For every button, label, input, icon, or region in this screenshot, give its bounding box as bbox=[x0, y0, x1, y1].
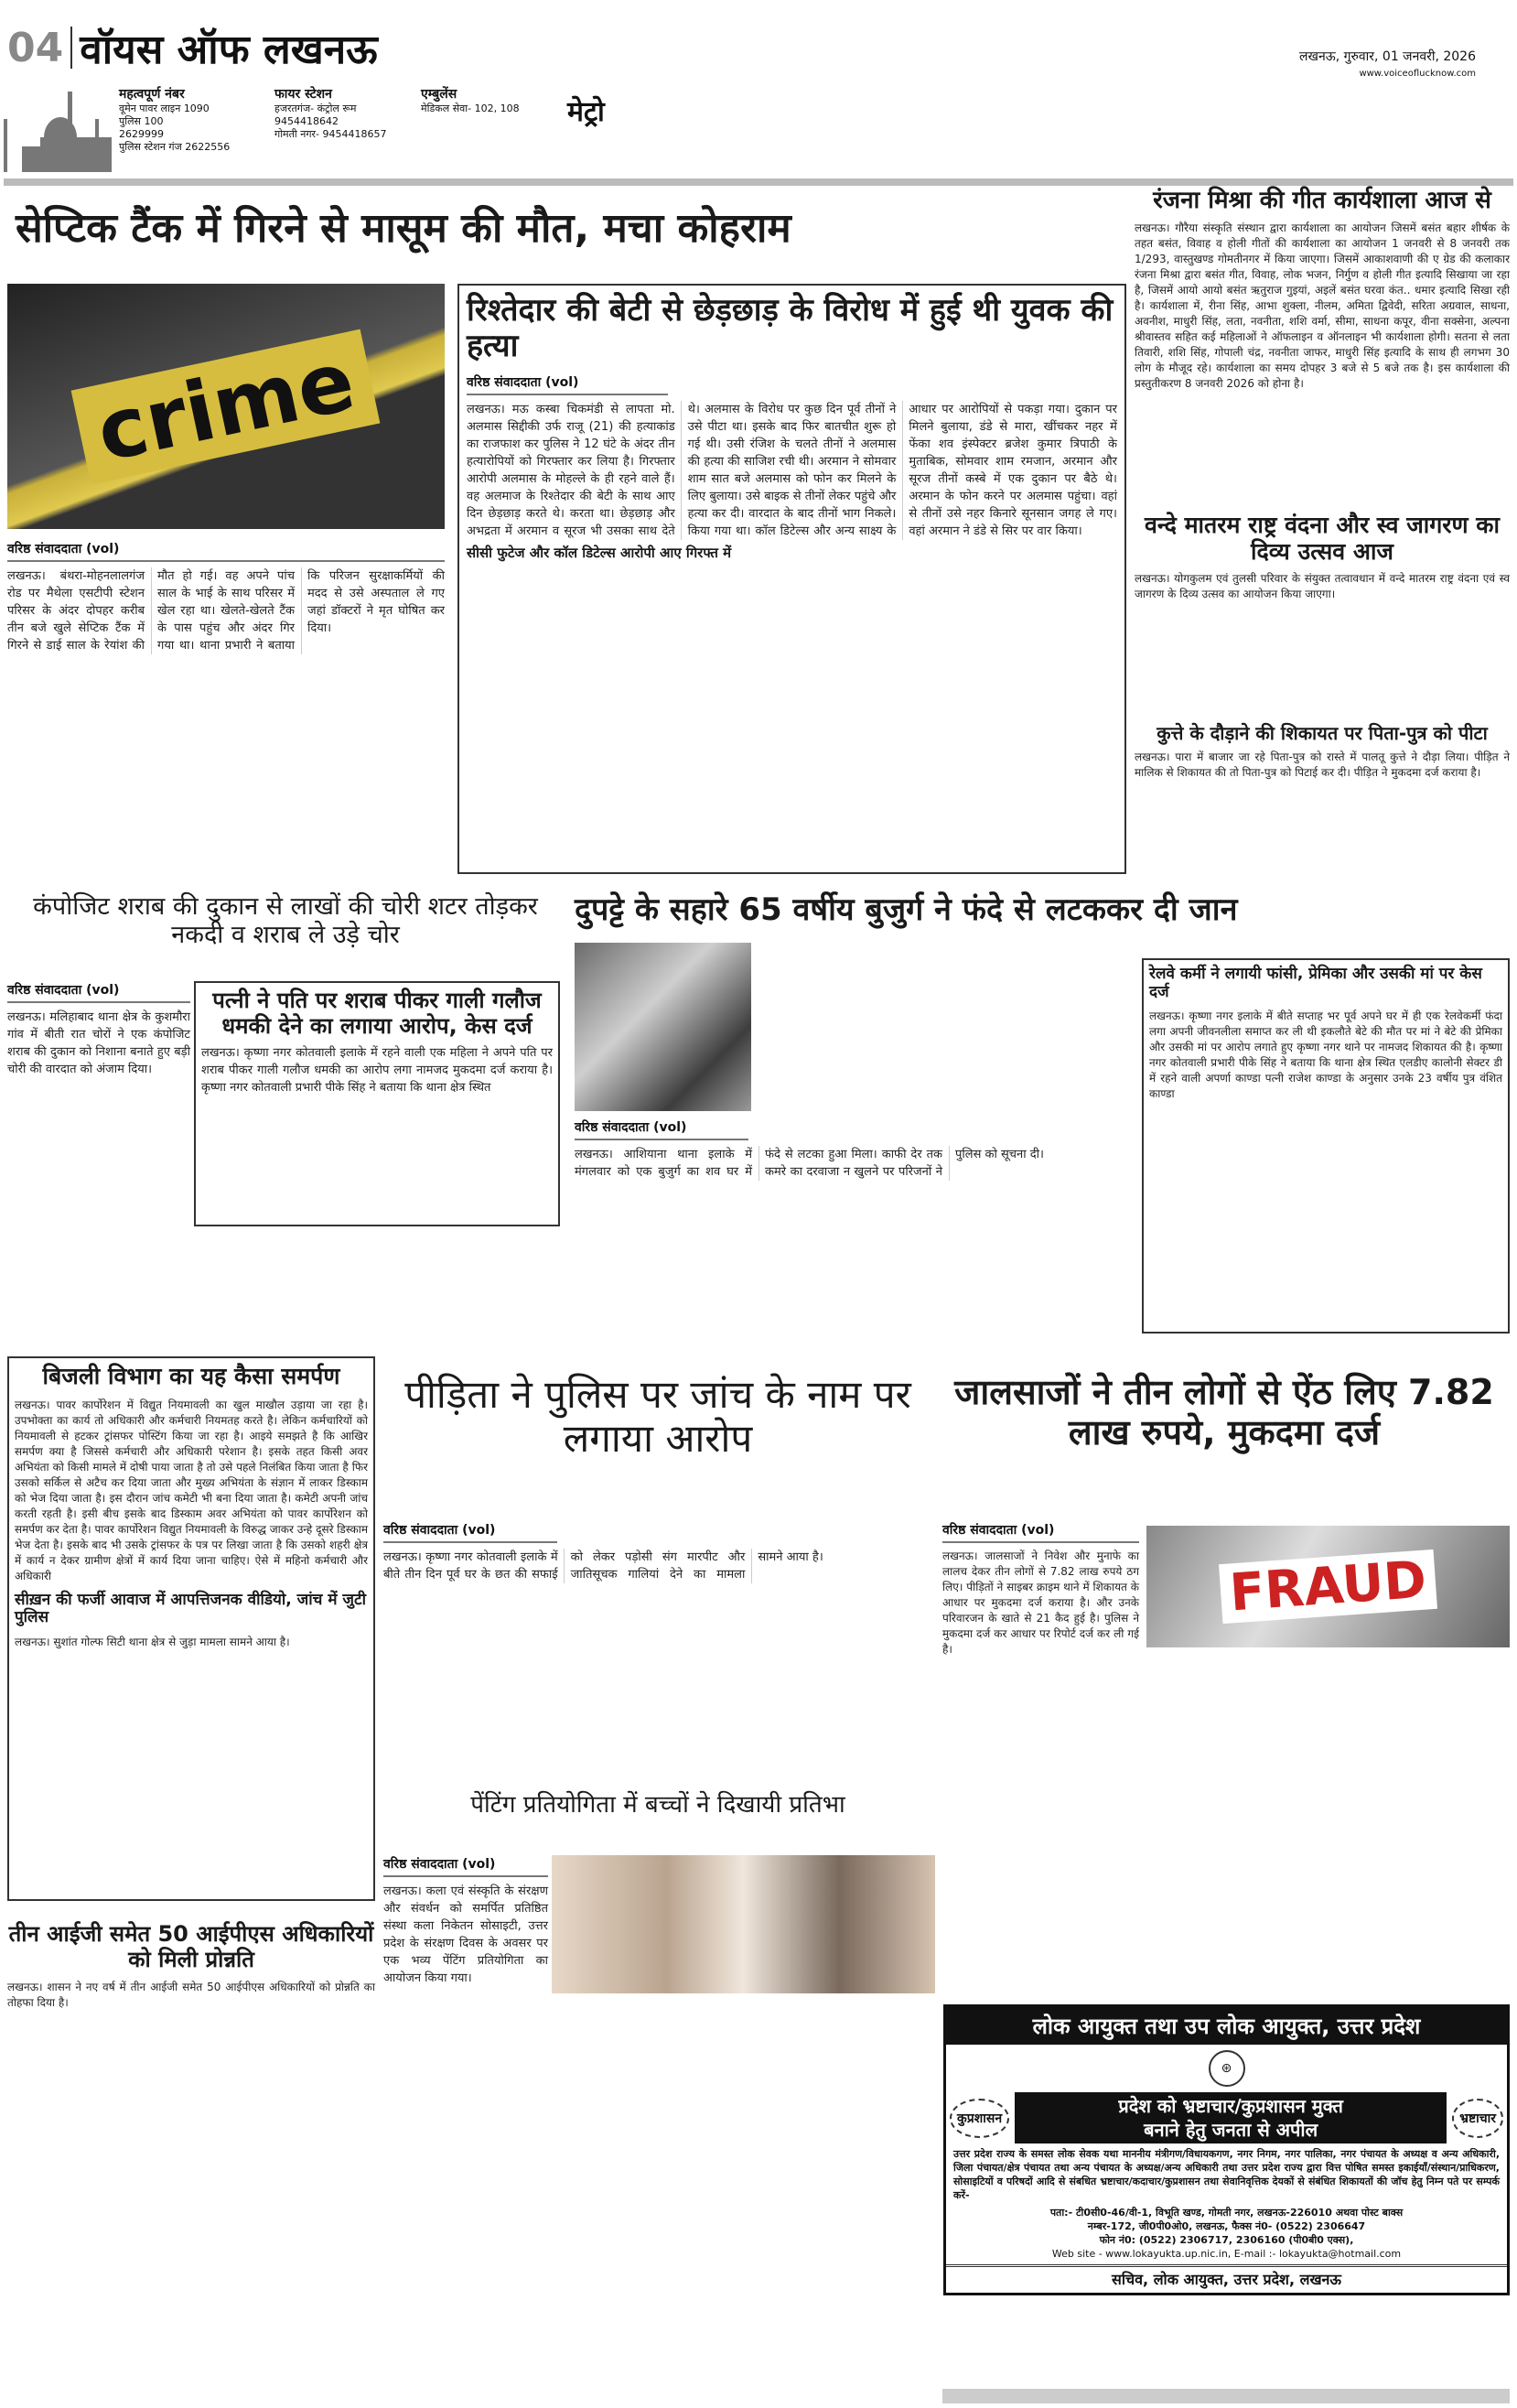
dupatta-headline: दुपट्टे के सहारे 65 वर्षीय बुजुर्ग ने फंदे से लटककर दी जान bbox=[575, 891, 1238, 928]
ad-signature: सचिव, लोक आयुक्त, उत्तर प्रदेश, लखनऊ bbox=[946, 2264, 1507, 2289]
header-divider bbox=[4, 178, 1513, 186]
bijli-article: बिजली विभाग का यह कैसा समर्पण लखनऊ। पावर कार्पोरेशन में विद्युत नियमावली का खुल माखौल उड़ाया जा रहा है। उपभोक्ता का कार्य तो अधिकारी और कर्मचारी नियमतह करते है। लेकिन कर्मचारियों को नियमावली से हटकर ट्रांसफर पोस्टिंग किया जा रहा है। आइये समझते है कि आखिर समर्पण क्या है जिससे कर्मचारी और अधिकारी परेशान है। इसके तहत किसी अवर अभियंता को किसी मामले में दोषी पाया जाता है तो उसे पहले निलंबित किया जाता है फिर उसको सर्किल से अटैच कर दिया जाता और मुख्य अभियंता के संज्ञान में लाकर डिस्काम को भेज दिया जाता है। इस दौरान जांच कमेटी भी बना दिया जाता है। कमेटी अपनी जांच करती रहती है। इसी बीच इसके बाद डिस्काम अवर अभियंता को पावर कार्पोरेशन को समर्पण कर देता है। पावर कार्पोरेशन विद्युत नियमावली के विरुद्ध जाकर उन्हे दूसरे डिस्काम भेज देता है। इसके बाद भी उसके ट्रांसफर के पत्र पर लिखा जाता है कि उसको शहरी क्षेत्र में कार्य न देकर ग्रामीण क्षेत्रों में कार्य दिया जाना चाहिए। ऐसे में महिनो कर्मचारी और अधिकारी सीख़न की फर्जी आवाज में आपत्तिजनक वीडियो, जांच में जुटी पुलिस लखनऊ। सुशांत गोल्फ सिटी थाना क्षेत्र से जुड़ा मामला सामने आया है। bbox=[7, 1356, 375, 1901]
ad-contact: Web site - www.lokayukta.up.nic.in, E-mail :- lokayukta@hotmail.com bbox=[1051, 2248, 1402, 2260]
seal-icon: ⊛ bbox=[1209, 2050, 1245, 2087]
dog-article: कुत्ते के दौड़ाने की शिकायत पर पिता-पुत्र को पीटा लखनऊ। पारा में बाजार जा रहे पिता-पुत्र को रास्ते में पालतू कुत्ते ने दौड़ा लिया। पीड़ित ने मालिक से शिकायत की तो पिता-पुत्र को पिटाई कर दी। पीड़ित ने मुकदमा दर्ज कराया है। bbox=[1135, 722, 1510, 779]
masthead bbox=[7, 20, 378, 75]
ranjana-article: रंजना मिश्रा की गीत कार्यशाला आज से लखनऊ। गौरैया संस्कृति संस्थान द्वारा कार्यशाला का आयोजन जिसमें बसंत बहार शीर्षक के तहत बसंत, विवाह व होली गीतों की कार्यशाला का आयोजन 1 जनवरी से 8 जनवरी तक 1/293, वास्तुखण्ड गोमतीनगर में किया जाएगा। जिसमें आकाशवाणी की ए ग्रेड की कलाकार रंजना मिश्रा द्वारा बसंत गीत, विवाह, लोक भजन, निर्गुण व होली गीत इत्यादि सिखाया जा रहा है, जिसमें आयो आयो बसंत ऋतुराज गुइयां, अइलें बसंत घरवा कंत.. धमार इत्यादि सिखा रही है। कार्यशाला में, रीना सिंह, आभा शुक्ला, नीलम, अमिता द्विवेदी, सरिता अग्रवाल, साधना, अवनीश, माधुरी सिंह, लता, नवनीता, शशि वर्मा, सीमा, साधना कपूर, वीना सक्सेना, अल्पना श्रीवास्तव सहित कई महिलाओं ने ऑफलाइन व ऑनलाइन भी कार्यशाला होगी। सतना से लता तिवारी, शशि सिंह, गोपाली चंद्र, नवनीता जाफर, माधुरी सिंह इत्यादि के साथ ही लगभग 30 लोग के मौजूद रहे। कार्यशाला का समय दोपहर 3 बजे से 5 बजे तक है। इस कार्यशाला की प्रस्तुतीकरण 8 जनवरी 2026 को होना है। bbox=[1135, 187, 1510, 390]
important-numbers: महत्वपूर्ण नंबर वूमेन पावर लाइन 1090 पुलिस 100 2629999 पुलिस स्टेशन गंज 2622556 bbox=[119, 87, 231, 153]
paper-name: वॉयस ऑफ लखनऊ bbox=[80, 27, 378, 73]
wife-article: पत्नी ने पति पर शराब पीकर गाली गलौज धमकी देने का लगाया आरोप, केस दर्ज लखनऊ। कृष्णा नगर कोतवाली इलाके में रहने वाली एक महिला ने अपने पति पर शराब पीकर गाली गलौज धमकी का आरोप लगा नामजद मुकदमा दर्ज कराया है। कृष्णा नगर कोतवाली प्रभारी पीके सिंह ने बताया कि थाना क्षेत्र स्थित bbox=[194, 981, 560, 1226]
section-label: मेट्रो bbox=[567, 96, 605, 128]
website: www.voiceoflucknow.com bbox=[1359, 69, 1476, 79]
liquor-article: वरिष्ठ संवाददाता (vol) लखनऊ। मलिहाबाद थाना क्षेत्र के कुशमौरा गांव में बीती रात चोरों ने एक कंपोजिट शराब की दुकान को निशाना बनाते हुए बड़ी चोरी की वारदात को अंजाम दिया। bbox=[7, 983, 190, 1076]
footer-divider bbox=[942, 2389, 1510, 2403]
lokayukta-ad: लोक आयुक्त तथा उप लोक आयुक्त, उत्तर प्रदेश ⊛ कुप्रशासन प्रदेश को भ्रष्टाचार/कुप्रशासन मुक्त बनाने हेतु जनता से अपील भ्रष्टाचार उत्तर प्रदेश राज्य के समस्त लोक सेवक यथा माननीय मंत्रीगण/विधायकगण, नगर निगम, नगर पालिका, नगर पंचायत के अध्यक्ष व अन्य अधिकारी, जिला पंचायत/क्षेत्र पंचायत तथा अन्य पंचायत के अध्यक्ष/अन्य अधिकारी तथा उत्तर प्रदेश राज्य द्वारा वित्त पोषित समस्त इकाईयाँ/संस्थान/प्राधिकरण, सोसाइटियों व परिषदों आदि से संबधित भ्रष्टाचार/कदाचार/कुप्रशासन तथा सेवानिवृत्तिक देयकों से संबंधित शिकायतों की जॉच हेतु निम्न पते पर सम्पर्क करें- पता:- टी0सी0-46/वी-1, विभूति खण्ड, गोमती नगर, लखनऊ-226010 अथवा पोस्ट बाक्स नम्बर-172, जी0पी0ओ0, लखनऊ, फैक्स नं0- (0522) 2306647 फोन नं0: (0522) 2306717, 2306160 (पी0बी0 एक्स), Web site - www.lokayukta.up.nic.in, E-mail :- lokayukta@hotmail.com सचिव, लोक आयुक्त, उत्तर प्रदेश, लखनऊ bbox=[943, 2004, 1510, 2295]
fraud-image: FRAUD bbox=[1146, 1526, 1510, 1647]
painting-photo bbox=[552, 1855, 935, 1993]
ad-title: लोक आयुक्त तथा उप लोक आयुक्त, उत्तर प्रदेश bbox=[946, 2007, 1507, 2045]
victim-headline: पीड़िता ने पुलिस पर जांच के नाम पर लगाया आरोप bbox=[404, 1372, 911, 1462]
fraud-headline: जालसाजों ने तीन लोगों से ऐंठ लिए 7.82 लाख रुपये, मुकदमा दर्ज bbox=[954, 1372, 1494, 1452]
railway-article: रेलवे कर्मी ने लगायी फांसी, प्रेमिका और उसकी मां पर केस दर्ज लखनऊ। कृष्णा नगर इलाके में बीते सप्ताह भर पूर्व अपने घर में ही एक रेलवेकर्मी फंदा लगा अपनी जीवनलीला समाप्त कर ली थी इकलौते बेटे की मौत पर मां ने बेटे की प्रेमिका और उसकी मां पर आरोप लगाते हुए कृष्णा नगर थाने पर नामजद शिकायत की है। कृष्णा नगर कोतवाली प्रभारी पीके सिंह ने बताया कि थाना क्षेत्र स्थित एलडीए कालोनी सेक्टर डी में रहने वाली अपर्णा काण्डा पत्नी राजेश काण्डा के अनुसार उनके 23 वर्षीय पुत्र वंशित काण्डा bbox=[1142, 958, 1510, 1334]
page-number: 04 bbox=[7, 24, 64, 71]
ig-article: तीन आईजी समेत 50 आईपीएस अधिकारियों को मिली प्रोन्नति लखनऊ। शासन ने नए वर्ष में तीन आईजी समेत 50 आईपीएस अधिकारियों को प्रोन्नति का तोहफा दिया है। bbox=[7, 1921, 375, 2010]
ambulance: एम्बुलेंस मेडिकल सेवा- 102, 108 bbox=[421, 87, 520, 114]
badge-corruption: भ्रष्टाचार bbox=[1452, 2099, 1503, 2138]
lead-headline: सेप्टिक टैंक में गिरने से मासूम की मौत, मचा कोहराम bbox=[16, 205, 791, 252]
victim-article: वरिष्ठ संवाददाता (vol) लखनऊ। कृष्णा नगर कोतवाली इलाके में बीते तीन दिन पूर्व घर के छत की सफाई को लेकर पड़ोसी संग मारपीट और जातिसूचक गालियां देने का मामला सामने आया है। bbox=[383, 1523, 823, 1582]
issue-date: लखनऊ, गुरुवार, 01 जनवरी, 2026 bbox=[1299, 49, 1476, 64]
liquor-headline: कंपोजिट शराब की दुकान से लाखों की चोरी शटर तोड़कर नकदी व शराब ले उड़े चोर bbox=[33, 892, 538, 950]
noose-image bbox=[575, 943, 751, 1111]
badge-misgovernance: कुप्रशासन bbox=[950, 2099, 1009, 2138]
vande-article: वन्दे मातरम राष्ट्र वंदना और स्व जागरण का दिव्य उत्सव आज लखनऊ। योगकुलम एवं तुलसी परिवार के संयुक्त तत्वावधान में वन्दे मातरम राष्ट्र वंदना एवं स्व जागरण के दिव्य उत्सव का आयोजन किया जाएगा। bbox=[1135, 512, 1510, 600]
crime-image: crime bbox=[7, 284, 445, 529]
fraud-article: वरिष्ठ संवाददाता (vol) लखनऊ। जालसाजों ने निवेश और मुनाफे का लालच देकर तीन लोगों से 7.82 लाख रुपये ठग लिए। पीड़ितों ने साइबर क्राइम थाने में शिकायत के आधार पर मुकदमा दर्ज कराया है। और उनके परिवारजन के खाते से 21 कैद हुई है। पुलिस ने मुकदमा दर्ज कर आधार पर रिपोर्ट दर्ज कर ली गई है। bbox=[942, 1523, 1139, 1656]
lead-article: वरिष्ठ संवाददाता (vol) लखनऊ। बंथरा-मोहनलालगंज रोड पर मैथेला एसटीपी स्टेशन परिसर के अंदर दोपहर करीब तीन बजे खुले सेप्टिक टैंक में गिरने से डाई साल के रेयांश की मौत हो गई। वह अपने पांच साल के भाई के साथ परिसर में खेल रहा था। खेलते-खेलते टैंक के पास पहुंच और अंदर गिर गया था। थाना प्रभारी ने बताया कि परिजन सुरक्षाकर्मियों की मदद से उसे अस्पताल ले गए जहां डॉक्टरों ने मृत घोषित कर दिया। bbox=[7, 542, 445, 653]
fire-station: फायर स्टेशन हजरतगंज- कंट्रोल रूम 9454418642 गोमती नगर- 9454418657 bbox=[274, 87, 387, 140]
skyline-icon bbox=[4, 82, 112, 172]
painting-headline: पेंटिंग प्रतियोगिता में बच्चों ने दिखायी प्रतिभा bbox=[470, 1791, 845, 1819]
painting-article: वरिष्ठ संवाददाता (vol) लखनऊ। कला एवं संस्कृति के संरक्षण और संवर्धन को समर्पित प्रतिष्ठित संस्था कला निकेतन सोसाइटी, उत्तर प्रदेश के संरक्षण दिवस के अवसर पर एक भव्य पेंटिंग प्रतियोगिता का आयोजन किया गया। bbox=[383, 1857, 548, 1985]
dupatta-article: वरिष्ठ संवाददाता (vol) लखनऊ। आशियाना थाना इलाके में मंगलवार को एक बुजुर्ग का शव घर में फंदे से लटका हुआ मिला। काफी देर तक कमरे का दरवाजा न खुलने पर परिजनों ने पुलिस को सूचना दी। bbox=[575, 1120, 1044, 1179]
murder-article: रिश्तेदार की बेटी से छेड़छाड़ के विरोध में हुई थी युवक की हत्या वरिष्ठ संवाददाता (vol) लखनऊ। मऊ कस्बा चिकमंडी से लापता मो. अलमास सिद्दीकी उर्फ राजू (21) की हत्याकांड का राजफाश कर पुलिस ने 12 घंटे के अंदर तीन हत्यारोपियों को गिरफ्तार कर लिया है। गिरफ्तार आरोपी अलमास के मोहल्ले के ही रहने वाले हैं। वह अलमाज के रिश्तेदार की बेटी के साथ आए दिन छेड़छाड़ करते थे। करता था। छेड़छाड़ और अभद्रता में अरमान व सूरज भी उसका साथ देते थे। अलमास के विरोध पर कुछ दिन पूर्व तीनों ने उसे पीटा था। इसके बाद फिर बातचीत शुरू हो गई थी। उसी रंजिश के चलते तीनों ने अलमास की हत्या की साजिश रची थी। अरमान ने सोमवार शाम सात बजे अलमास को फोन कर मिलने के लिए बुलाया। उसे बाइक से तीनों लेकर पहुंचे और हत्या कर दी। वारदात के बाद तीनों भाग निकले। किया गया था। कॉल डिटेल्स और अन्य साक्ष्य के आधार पर आरोपियों से पकड़ा गया। दुकान पर मिलने बुलाया, डंडे से मारा, खींचकर नहर में फेंका शव इंस्पेक्टर ब्रजेश कुमार त्रिपाठी के मुताबिक, सोमवार शाम रमजान, अरमान और सूरज तीनों कस्बे में एक दुकान पर बैठे थे। अरमान के फोन करने पर अलमास पहुंचा। वहां से तीनों उसे नहर किनारे सूनसान जगह ले गए। वहां अरमान ने डंडे से सिर पर वार किया। सीसी फुटेज और कॉल डिटेल्स आरोपी आए गिरफ्त में bbox=[457, 284, 1126, 874]
